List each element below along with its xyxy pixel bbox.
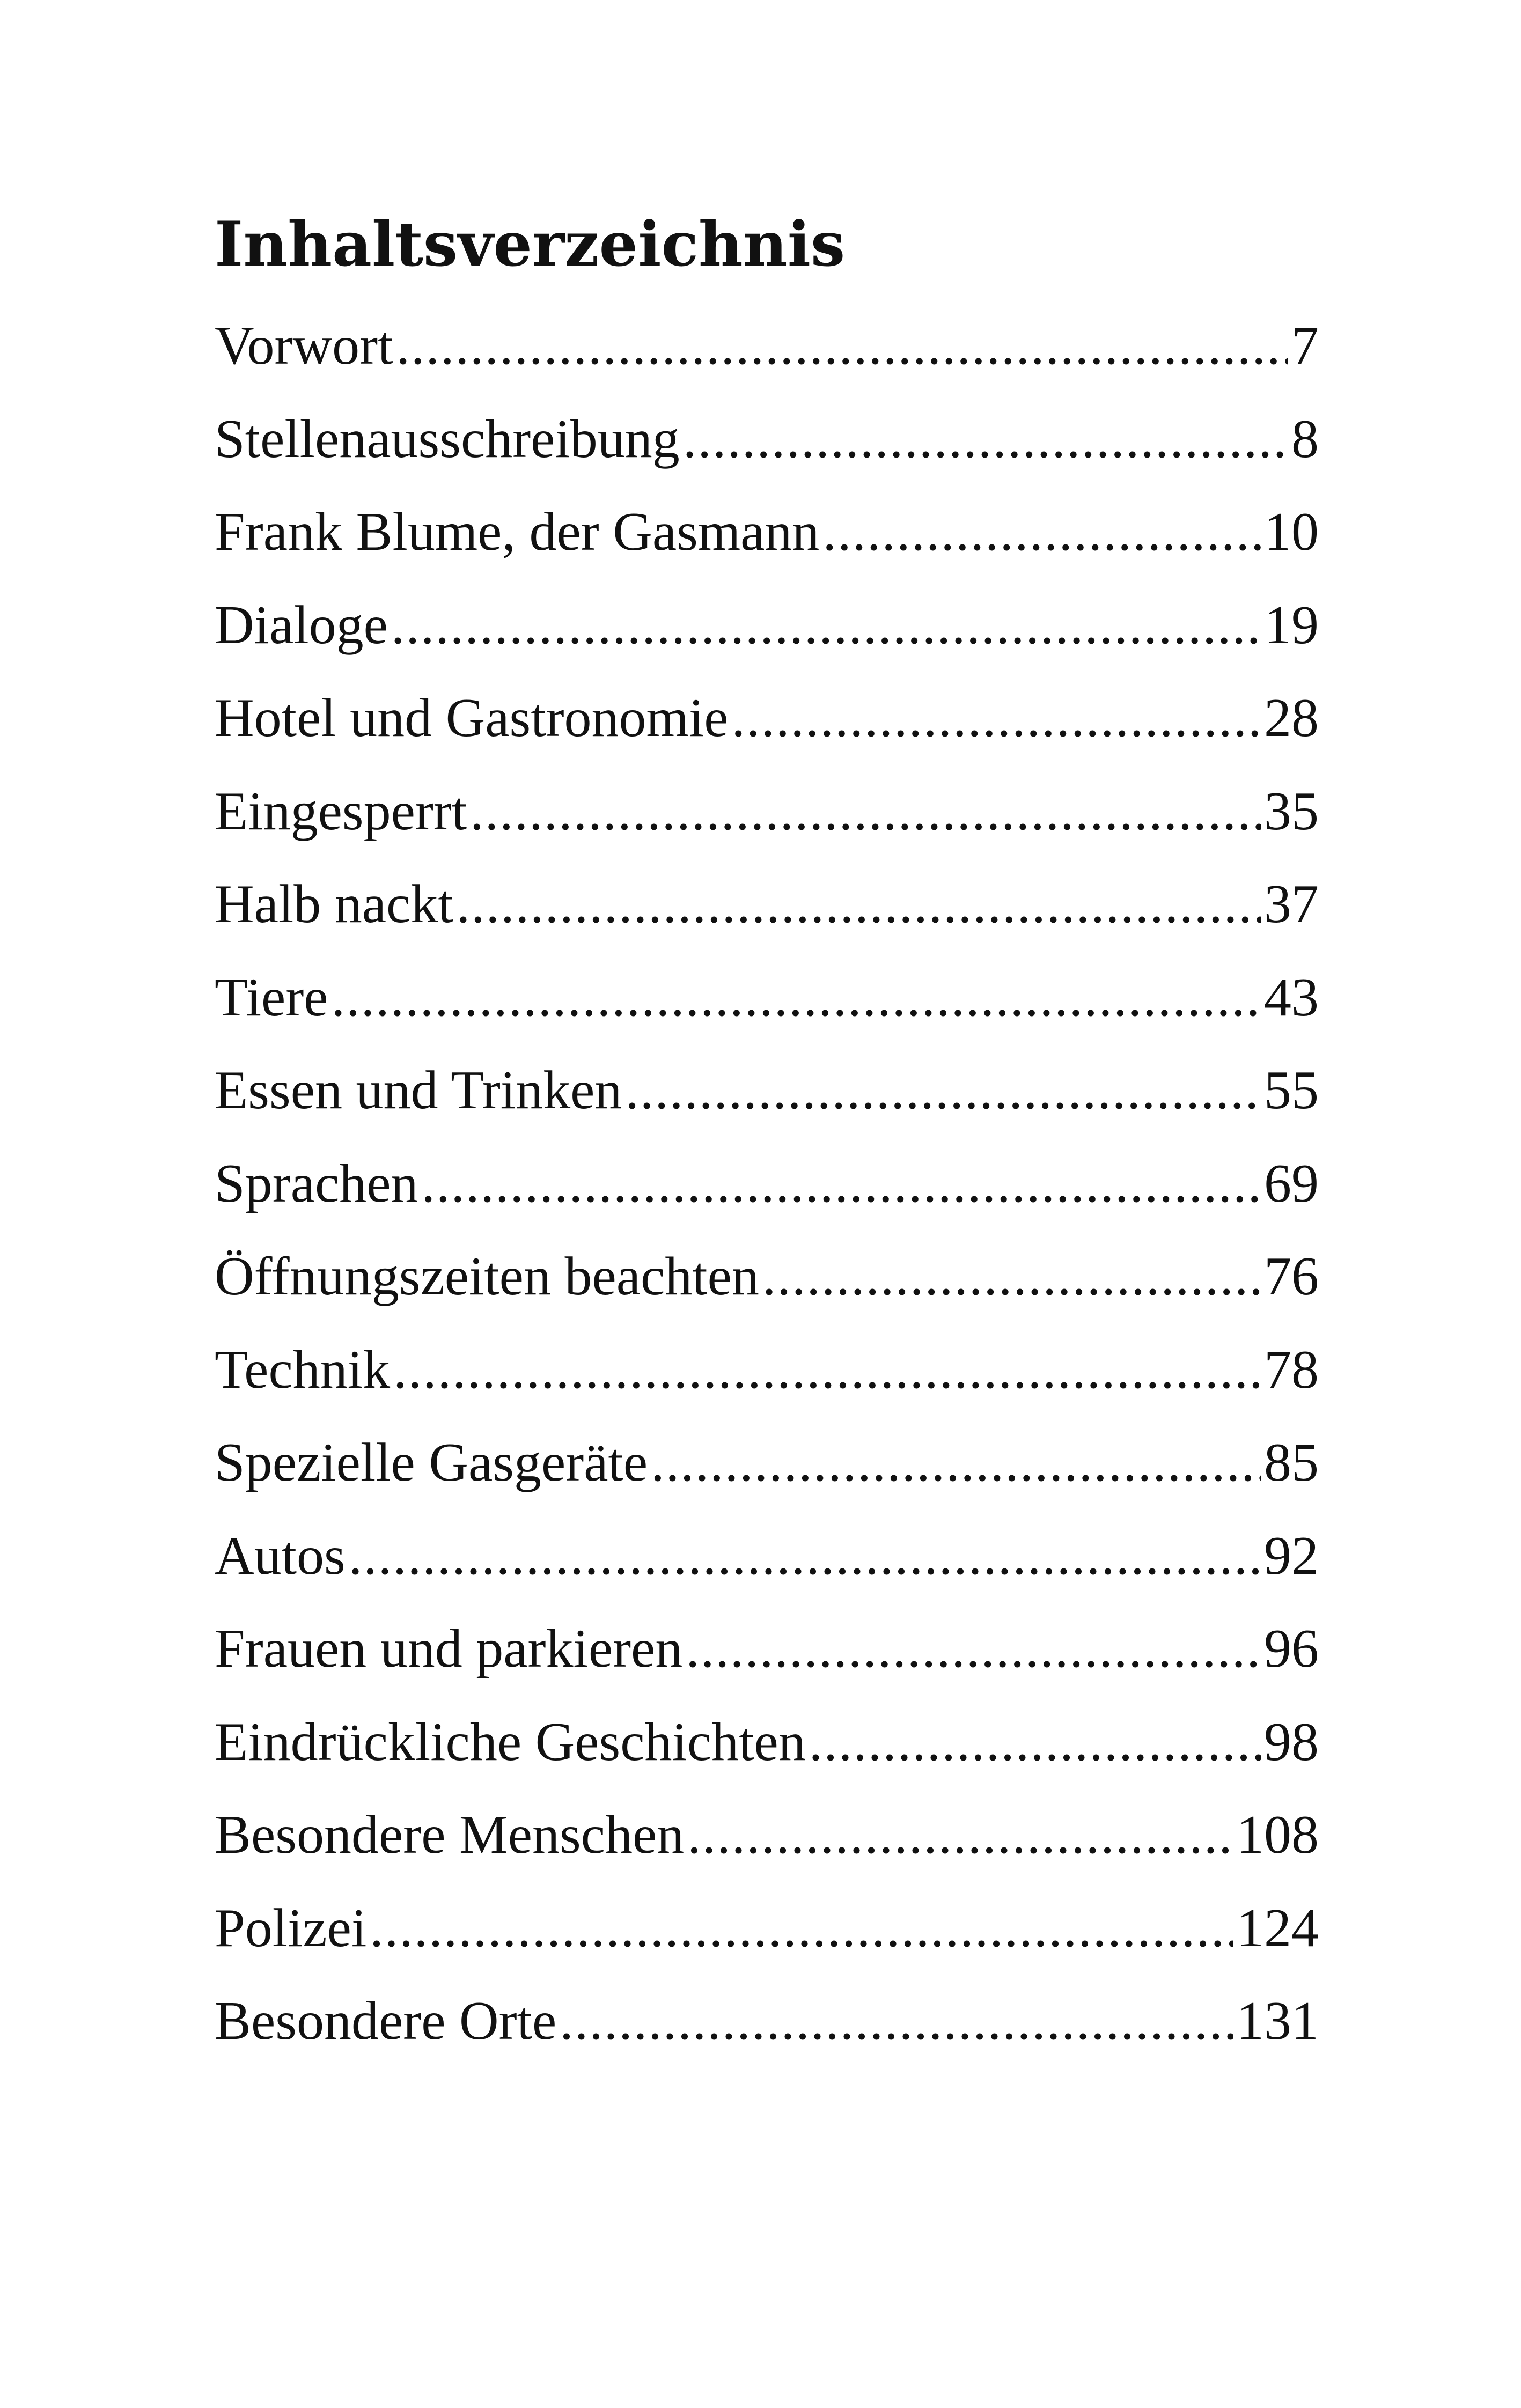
toc-entry-sprachen	[215, 1149, 1319, 1242]
toc-entry-label: Eingesperrt	[215, 780, 467, 842]
toc-entry-label: Frank Blume, der Gasmann	[215, 502, 820, 562]
toc-dot-leader	[391, 591, 1261, 660]
toc-entry-vorwort	[215, 311, 1319, 404]
toc-entry-page-number: 124	[1237, 1897, 1319, 1958]
toc-entry-label: Halb nackt	[215, 874, 453, 934]
toc-entry-halb-nackt	[215, 870, 1319, 963]
toc-entry-label: Polizei	[215, 1897, 367, 1958]
toc-dot-leader	[762, 1242, 1261, 1312]
toc-entry-page-number: 8	[1291, 408, 1319, 469]
toc-entry-dialoge	[215, 591, 1319, 684]
toc-entry-page-number: 43	[1264, 967, 1319, 1028]
toc-entry-page-number: 131	[1237, 1991, 1319, 2051]
toc-dot-leader	[422, 1149, 1261, 1219]
toc-entry-polizei	[215, 1894, 1319, 1987]
toc-entry-besondere-orte	[215, 1986, 1319, 2080]
toc-entry-label: Besondere Menschen	[215, 1805, 685, 1865]
toc-entry-oeffnungszeiten-beachten	[215, 1242, 1319, 1335]
toc-dot-leader	[687, 1800, 1233, 1870]
toc-dot-leader	[396, 311, 1288, 381]
toc-entry-label: Hotel und Gastronomie	[215, 688, 729, 748]
toc-list	[215, 311, 1319, 2080]
toc-dot-leader	[332, 963, 1261, 1033]
toc-entry-page-number: 69	[1264, 1153, 1319, 1214]
toc-dot-leader	[370, 1894, 1233, 1963]
toc-entry-page-number: 96	[1264, 1618, 1319, 1679]
toc-entry-label: Öffnungszeiten beachten	[215, 1246, 759, 1307]
toc-entry-page-number: 35	[1264, 780, 1319, 842]
toc-entry-essen-und-trinken	[215, 1056, 1319, 1149]
toc-dot-leader	[349, 1521, 1261, 1591]
toc-entry-technik	[215, 1335, 1319, 1428]
toc-entry-label: Tiere	[215, 967, 328, 1028]
toc-dot-leader	[651, 1428, 1261, 1498]
toc-entry-page-number: 76	[1264, 1246, 1319, 1307]
toc-entry-label: Spezielle Gasgeräte	[215, 1432, 648, 1493]
toc-entry-besondere-menschen	[215, 1800, 1319, 1894]
toc-dot-leader	[822, 497, 1261, 567]
toc-title: Inhaltsverzeichnis	[215, 208, 846, 280]
toc-entry-tiere	[215, 963, 1319, 1056]
toc-entry-frank-blume	[215, 497, 1319, 591]
toc-dot-leader	[683, 404, 1288, 474]
toc-dot-leader	[393, 1335, 1261, 1405]
toc-entry-label: Eindrückliche Geschichten	[215, 1711, 806, 1772]
toc-entry-page-number: 10	[1264, 502, 1319, 562]
toc-dot-leader	[809, 1707, 1261, 1777]
toc-entry-label: Besondere Orte	[215, 1991, 557, 2051]
toc-entry-spezielle-gasgeraete	[215, 1428, 1319, 1521]
toc-dot-leader	[732, 683, 1261, 753]
toc-entry-label: Stellenausschreibung	[215, 408, 680, 469]
toc-entry-eindrueckliche-geschichten	[215, 1707, 1319, 1801]
toc-entry-page-number: 55	[1264, 1060, 1319, 1121]
toc-dot-leader	[457, 870, 1261, 939]
toc-entry-page-number: 19	[1264, 594, 1319, 656]
toc-entry-page-number: 98	[1264, 1711, 1319, 1772]
toc-entry-label: Autos	[215, 1525, 346, 1586]
toc-entry-page-number: 7	[1291, 315, 1319, 376]
toc-entry-page-number: 78	[1264, 1339, 1319, 1400]
toc-dot-leader	[560, 1986, 1233, 2056]
toc-entry-page-number: 28	[1264, 688, 1319, 748]
toc-entry-page-number: 108	[1237, 1805, 1319, 1865]
toc-entry-label: Technik	[215, 1339, 391, 1400]
toc-entry-label: Vorwort	[215, 315, 393, 376]
toc-entry-label: Dialoge	[215, 594, 388, 656]
toc-dot-leader	[470, 777, 1261, 846]
toc-entry-hotel-und-gastronomie	[215, 683, 1319, 777]
toc-entry-label: Sprachen	[215, 1153, 418, 1214]
toc-entry-page-number: 37	[1264, 874, 1319, 934]
toc-entry-stellenausschreibung	[215, 404, 1319, 498]
toc-entry-frauen-und-parkieren	[215, 1614, 1319, 1707]
toc-entry-page-number: 92	[1264, 1525, 1319, 1586]
toc-entry-eingesperrt	[215, 777, 1319, 870]
toc-dot-leader	[686, 1614, 1261, 1684]
toc-entry-label: Essen und Trinken	[215, 1060, 622, 1121]
toc-entry-label: Frauen und parkieren	[215, 1618, 683, 1679]
toc-entry-page-number: 85	[1264, 1432, 1319, 1493]
toc-dot-leader	[625, 1056, 1261, 1125]
toc-entry-autos	[215, 1521, 1319, 1615]
